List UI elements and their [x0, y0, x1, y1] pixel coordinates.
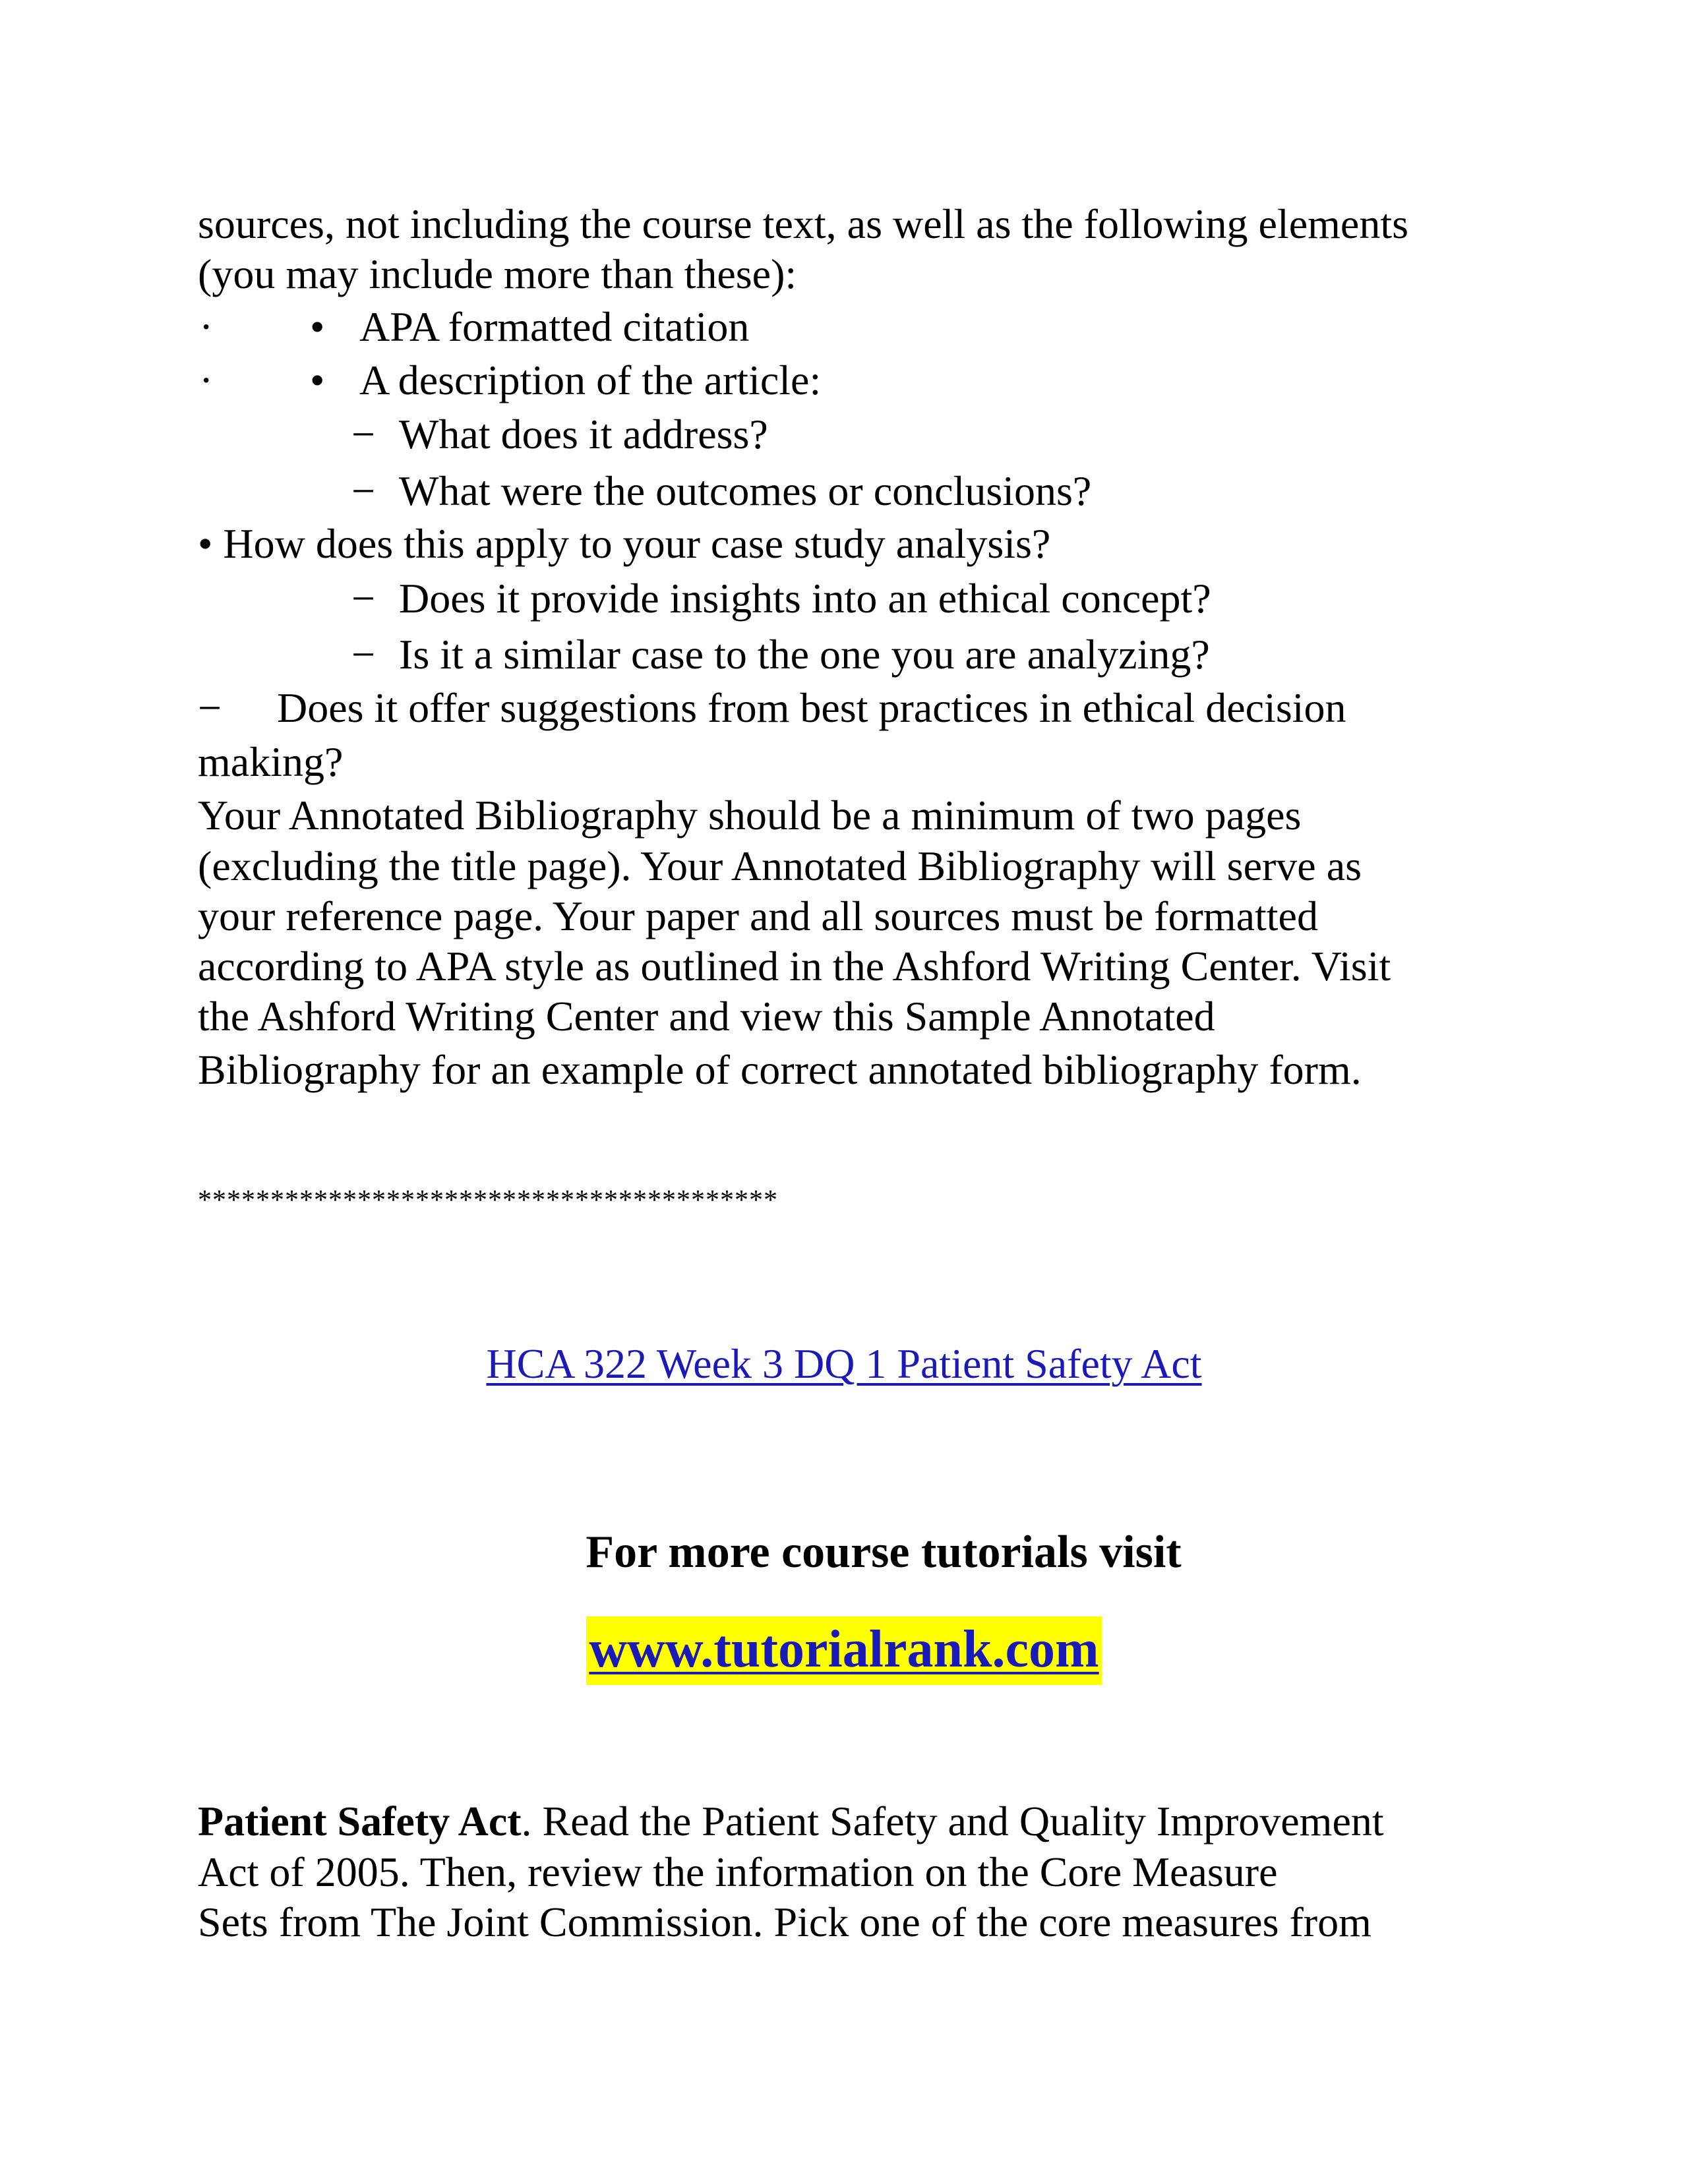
body-text-line: Bibliography for an example of correct annotated bibliography form.: [198, 1046, 1362, 1093]
body-text-line: Sets from The Joint Commission. Pick one of the core measures from: [198, 1899, 1372, 1945]
list-item: What does it address?: [399, 411, 768, 457]
list-item: Does it offer suggestions from best practices in ethical decision: [277, 684, 1346, 731]
separator: ****************************************: [198, 1185, 778, 1216]
assignment-lead-text: . Read the Patient Safety and Quality Improvement: [521, 1798, 1384, 1845]
website-link[interactable]: www.tutorialrank.com: [589, 1620, 1099, 1678]
body-text-line: your reference page. Your paper and all sources must be formatted: [198, 893, 1318, 939]
body-text-line: making?: [198, 738, 344, 785]
body-text-line: Act of 2005. Then, review the information on the Core Measure: [198, 1848, 1278, 1895]
list-item: APA formatted citation: [359, 303, 750, 350]
bullet-icon: •: [310, 303, 325, 350]
body-text-line: sources, not including the course text, as well as the following elements: [198, 200, 1408, 247]
dash-marker: −: [351, 575, 376, 622]
bullet-icon: •: [310, 357, 325, 403]
body-text-line: (excluding the title page). Your Annotated Bibliography will serve as: [198, 842, 1362, 889]
list-item: A description of the article:: [359, 357, 822, 403]
tutorials-heading: For more course tutorials visit: [586, 1527, 1182, 1578]
body-text-line: according to APA style as outlined in the Ashford Writing Center. Visit: [198, 943, 1391, 989]
dash-marker: −: [351, 411, 376, 457]
assignment-title: Patient Safety Act: [198, 1798, 522, 1845]
list-item: Is it a similar case to the one you are analyzing?: [399, 631, 1210, 678]
section-title: [0, 1340, 1688, 1387]
highlight: [586, 1616, 1101, 1685]
list-item: What were the outcomes or conclusions?: [399, 467, 1092, 514]
list-marker-dot: ·: [199, 357, 214, 403]
body-text-line: (you may include more than these):: [198, 251, 797, 297]
dash-marker: −: [198, 684, 222, 731]
assignment-lead: [198, 1800, 1384, 1843]
course-title-link[interactable]: HCA 322 Week 3 DQ 1 Patient Safety Act: [486, 1340, 1202, 1387]
dash-marker: −: [351, 631, 376, 678]
list-marker-dot: ·: [199, 303, 214, 350]
body-text-line: the Ashford Writing Center and view this Sample Annotated: [198, 993, 1215, 1040]
dash-marker: −: [351, 467, 376, 514]
list-item: • How does this apply to your case study analysis?: [198, 520, 1051, 567]
list-item: Does it provide insights into an ethical concept?: [399, 575, 1211, 622]
body-text-line: Your Annotated Bibliography should be a minimum of two pages: [198, 792, 1302, 839]
website-line: [0, 1620, 1688, 1678]
